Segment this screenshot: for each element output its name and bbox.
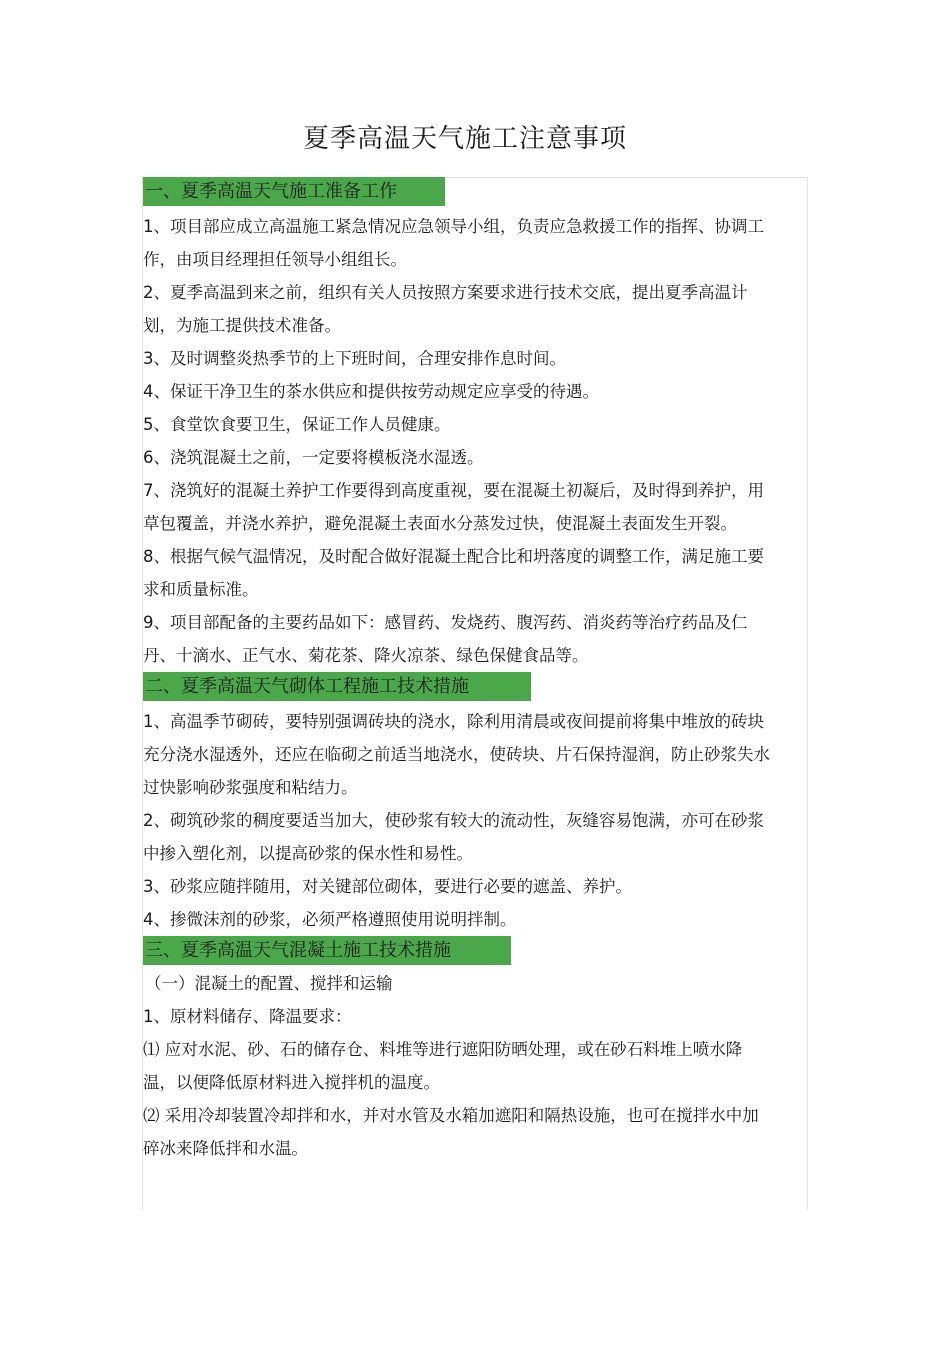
list-item: 1、高温季节砌砖，要特别强调砖块的浇水，除利用清晨或夜间提前将集中堆放的砖块充分浇水湿透外，还应在临砌之前适当地浇水，使砖块、片石保持湿润，防止砂浆失水过快影响砂浆强度和粘结力。: [143, 712, 770, 797]
list-item: 2、夏季高温到来之前，组织有关人员按照方案要求进行技术交底，提出夏季高温计划，为施工提供技术准备。: [143, 283, 748, 335]
list-item: ⑴ 应对水泥、砂、石的储存仓、料堆等进行遮阳防晒处理，或在砂石料堆上喷水降温，以便降低原材料进入搅拌机的温度。: [143, 1040, 743, 1092]
list-item: 6、浇筑混凝土之前，一定要将模板浇水湿透。: [143, 448, 484, 467]
list-item: 3、及时调整炎热季节的上下班时间，合理安排作息时间。: [143, 349, 566, 368]
document-body: [143, 177, 773, 1165]
list-item: 8、根据气候气温情况，及时配合做好混凝土配合比和坍落度的调整工作，满足施工要求和质量标准。: [143, 547, 764, 599]
list-item: 4、掺微沫剂的砂浆，必须严格遵照使用说明拌制。: [143, 910, 517, 929]
section-heading: 一、夏季高温天气施工准备工作: [143, 177, 445, 206]
list-item: 1、原材料储存、降温要求：: [143, 1007, 352, 1026]
section-heading: 三、夏季高温天气混凝土施工技术措施: [143, 936, 511, 965]
list-item: 3、砂浆应随拌随用，对关键部位砌体，要进行必要的遮盖、养护。: [143, 877, 632, 896]
list-item: 2、砌筑砂浆的稠度要适当加大，使砂浆有较大的流动性，灰缝容易饱满，亦可在砂浆中掺入塑化剂，以提高砂浆的保水性和易性。: [143, 811, 764, 863]
sub-heading: （一）混凝土的配置、搅拌和运输: [145, 974, 393, 993]
list-item: ⑵ 采用冷却装置冷却拌和水，并对水管及水箱加遮阳和隔热设施，也可在搅拌水中加碎冰来降低拌和水温。: [143, 1106, 759, 1158]
list-item: 9、项目部配备的主要药品如下：感冒药、发烧药、腹泻药、消炎药等治疗药品及仁丹、十滴水、正气水、菊花茶、降火凉茶、绿色保健食品等。: [143, 613, 748, 665]
list-item: 7、浇筑好的混凝土养护工作要得到高度重视，要在混凝土初凝后，及时得到养护，用草包覆盖，并浇水养护，避免混凝土表面水分蒸发过快，使混凝土表面发生开裂。: [143, 481, 764, 533]
list-item: 4、保证干净卫生的茶水供应和提供按劳动规定应享受的待遇。: [143, 382, 599, 401]
page-title: 夏季高温天气施工注意事项: [302, 124, 627, 154]
list-item: 5、食堂饮食要卫生，保证工作人员健康。: [143, 415, 451, 434]
section-heading: 二、夏季高温天气砌体工程施工技术措施: [143, 672, 531, 701]
list-item: 1、项目部应成立高温施工紧急情况应急领导小组，负责应急救援工作的指挥、协调工作，由项目经理担任领导小组组长。: [143, 217, 764, 269]
